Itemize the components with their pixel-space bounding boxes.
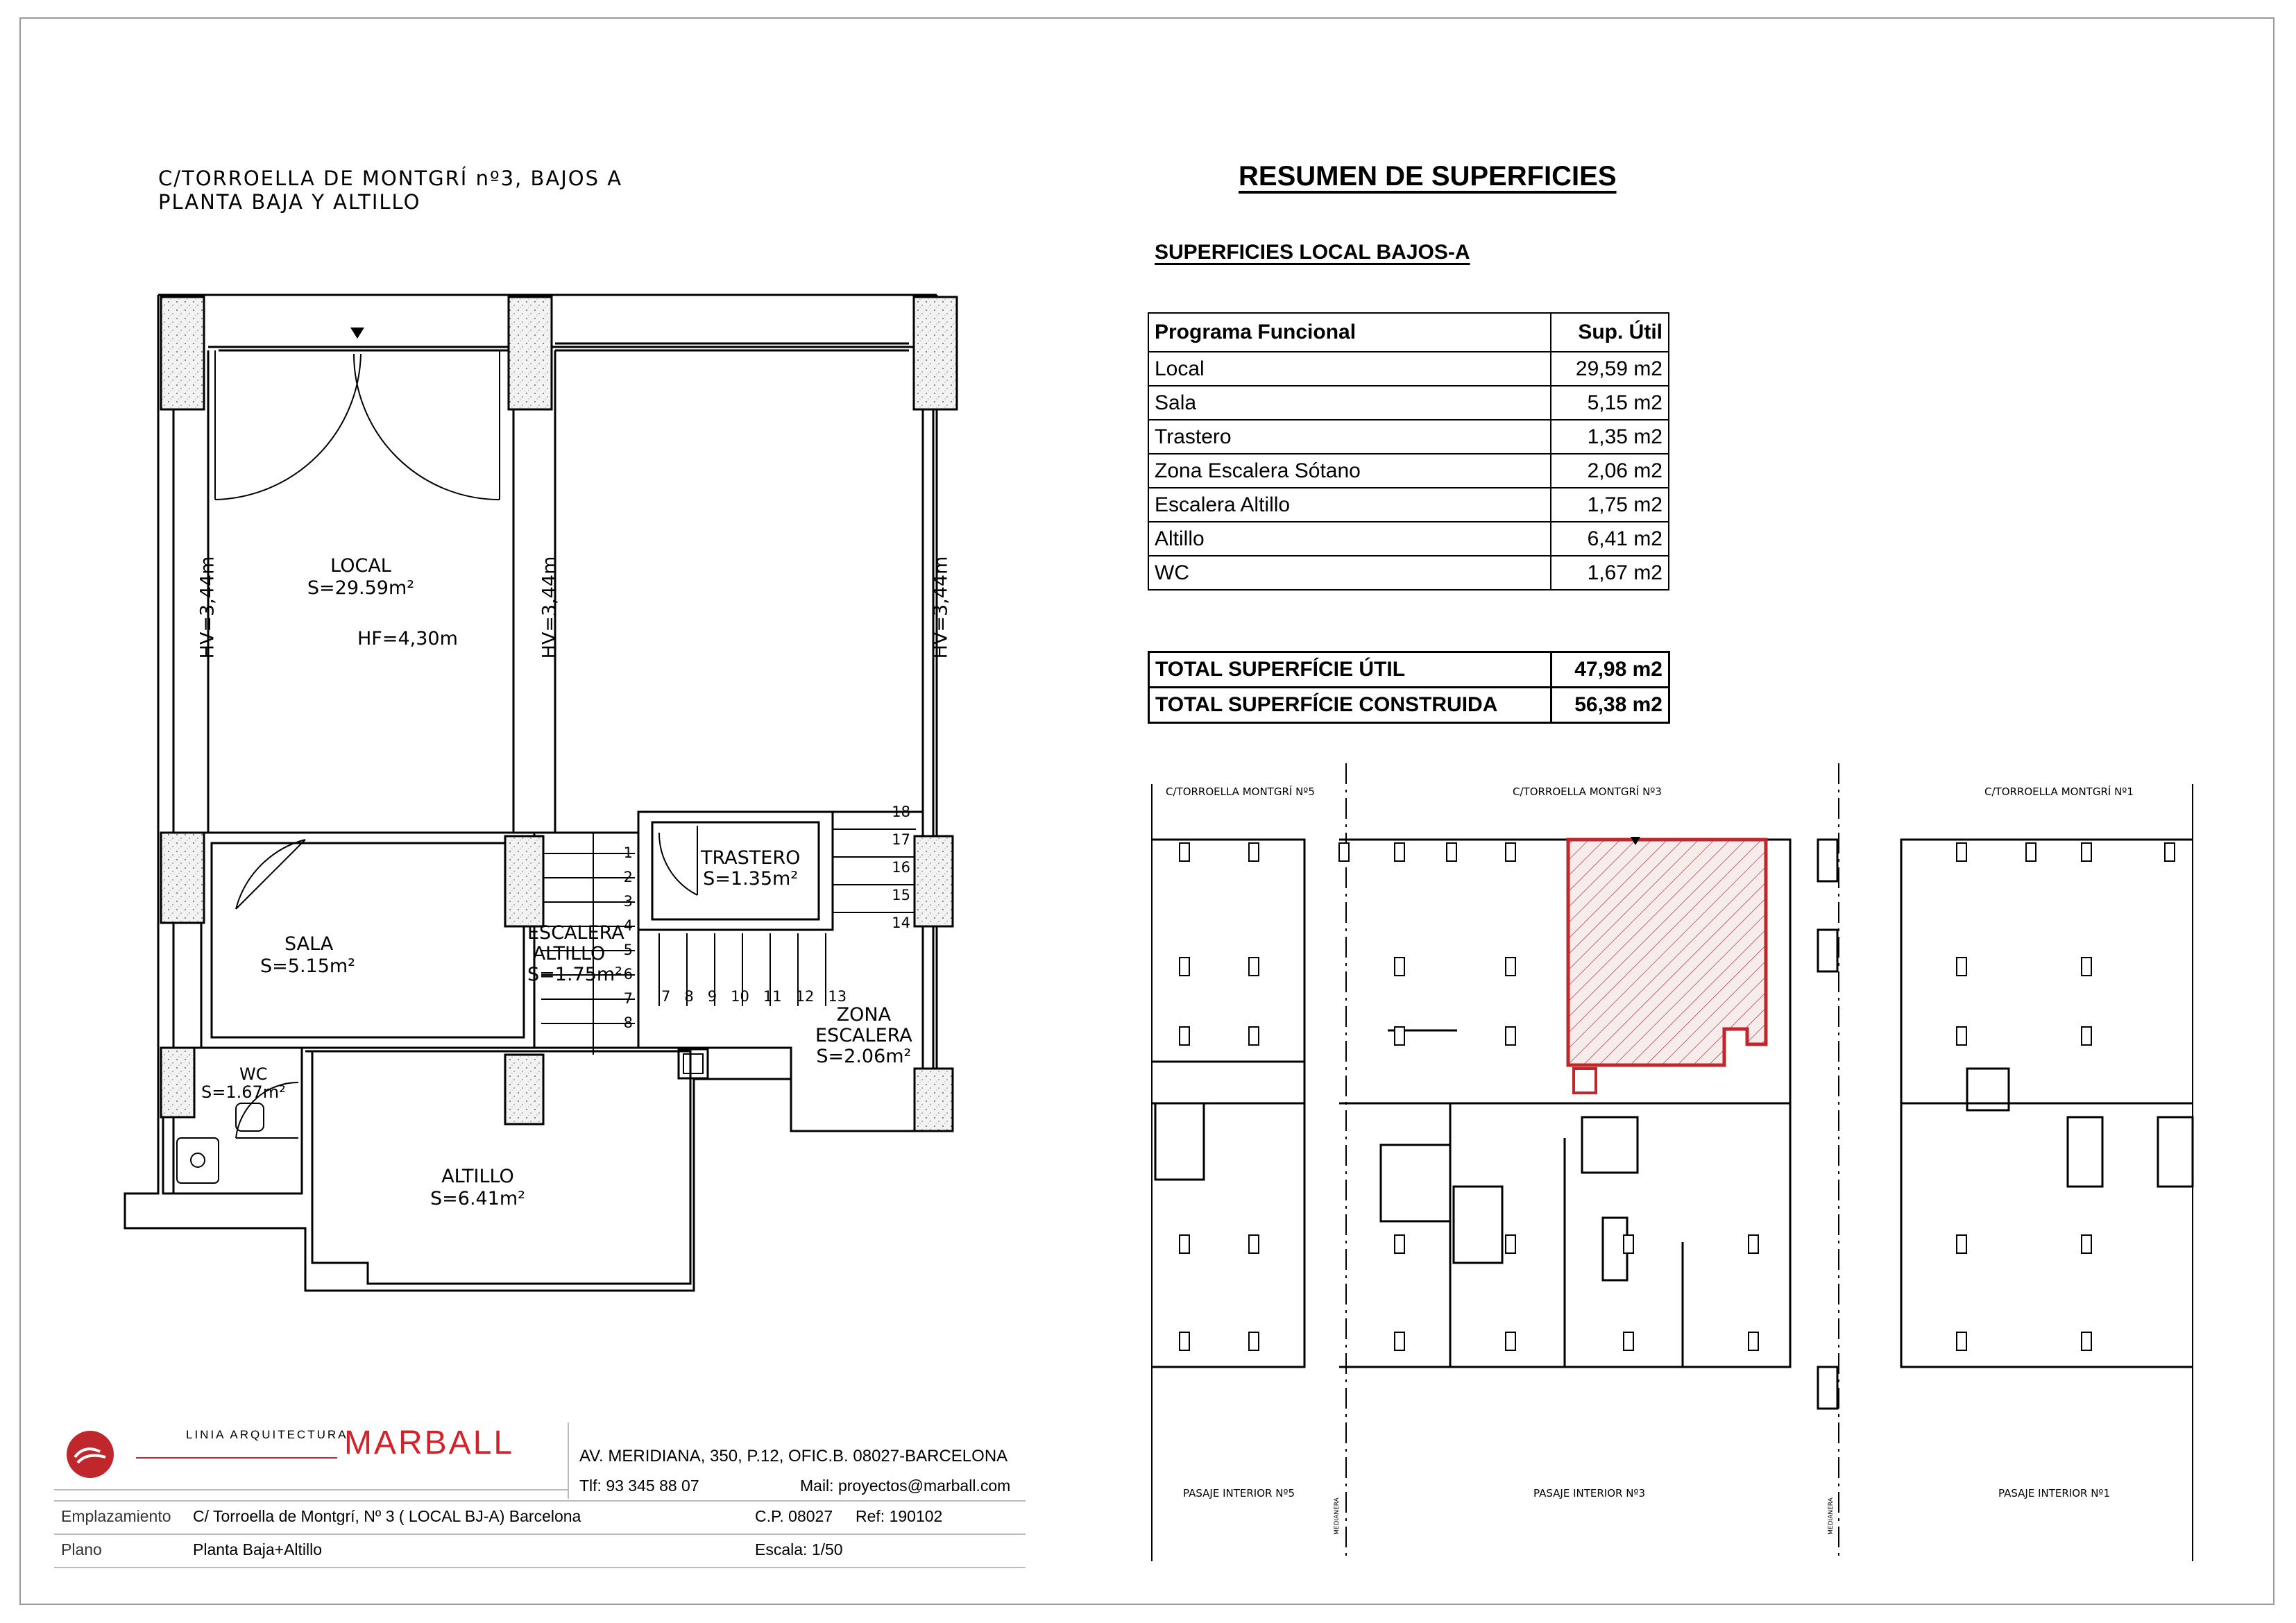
escalera-name2: ALTILLO (532, 943, 606, 965)
street-left: C/TORROELLA MONTGRÍ Nº5 (1166, 785, 1315, 798)
step-number: 13 (828, 988, 847, 1005)
total-util-row (1149, 652, 1669, 688)
step-number: 4 (623, 917, 633, 934)
row-area: 29,59 m2 (1551, 352, 1669, 386)
step-number: 1 (623, 844, 633, 861)
step-number: 18 (892, 804, 910, 820)
step-number: 17 (892, 831, 910, 848)
table-row (1148, 386, 1669, 420)
wc-name: WC (239, 1064, 268, 1084)
row-area: 5,15 m2 (1551, 386, 1669, 420)
medianera-right: MEDIANERA (1827, 1497, 1835, 1535)
escalera-area: S=1.75m² (527, 964, 623, 985)
emplazamiento-label: Emplazamiento (61, 1507, 171, 1525)
total-const-value: 56,38 m2 (1551, 688, 1669, 723)
step-number: 9 (707, 988, 717, 1005)
steps-row (661, 988, 847, 1005)
divider (54, 1567, 1026, 1568)
row-area: 2,06 m2 (1551, 454, 1669, 488)
step-number: 16 (892, 859, 910, 876)
plano-label: Plano (61, 1540, 102, 1558)
step-number: 14 (892, 915, 910, 931)
entrance-arrow-icon (350, 328, 364, 339)
firm-phone: Tlf: 93 345 88 07 (579, 1477, 699, 1495)
height-left: HV=3,44m (196, 556, 219, 659)
step-number: 7 (661, 988, 671, 1005)
altillo-name: ALTILLO (441, 1166, 514, 1187)
firm-name: MARBALL (344, 1425, 515, 1461)
step-number: 11 (763, 988, 782, 1005)
label-trastero (701, 848, 800, 890)
height-right: HV=3,44m (930, 556, 952, 659)
header-area: Sup. Útil (1551, 313, 1669, 352)
summary-subtitle: SUPERFICIES LOCAL BAJOS-A (1155, 241, 1470, 264)
step-number: 2 (623, 869, 633, 885)
step-number: 15 (892, 887, 910, 903)
reference: Ref: 190102 (856, 1507, 943, 1525)
row-name: Sala (1148, 386, 1551, 420)
medianera-left: MEDIANERA (1333, 1497, 1341, 1535)
table-row (1148, 488, 1669, 522)
total-util-value: 47,98 m2 (1551, 652, 1669, 688)
pasaje-center: PASAJE INTERIOR Nº3 (1533, 1487, 1646, 1499)
divider (54, 1533, 1026, 1535)
row-name: WC (1148, 556, 1551, 590)
label-wc (201, 1065, 286, 1101)
row-area: 1,67 m2 (1551, 556, 1669, 590)
local-area: S=29.59m² (307, 577, 415, 599)
row-name: Local (1148, 352, 1551, 386)
logo-rule (136, 1457, 337, 1459)
trastero-area: S=1.35m² (703, 868, 799, 890)
zona-area: S=2.06m² (816, 1046, 912, 1067)
scale: Escala: 1/50 (755, 1540, 843, 1558)
header-program: Programa Funcional (1148, 313, 1551, 352)
label-local (305, 555, 416, 600)
step-number: 10 (731, 988, 749, 1005)
height-center: HV=3,44m (538, 556, 561, 659)
firm-mail: Mail: proyectos@marball.com (800, 1477, 1011, 1495)
firm-subtitle: LINIA ARQUITECTURA (186, 1428, 348, 1441)
zona-name2: ESCALERA (815, 1025, 912, 1046)
total-const-row (1149, 688, 1669, 723)
plan-title-line2: PLANTA BAJA Y ALTILLO (158, 190, 421, 214)
step-number: 7 (623, 990, 633, 1007)
row-name: Zona Escalera Sótano (1148, 454, 1551, 488)
summary-title: RESUMEN DE SUPERFICIES (1239, 161, 1617, 192)
label-sala (246, 933, 356, 978)
label-altillo (430, 1166, 525, 1210)
table-header (1148, 313, 1669, 352)
altillo-area: S=6.41m² (430, 1188, 526, 1209)
zona-name1: ZONA (836, 1004, 892, 1026)
row-area: 1,35 m2 (1551, 420, 1669, 454)
step-number: 3 (623, 893, 633, 910)
divider (568, 1422, 569, 1499)
row-name: Altillo (1148, 522, 1551, 556)
street-center: C/TORROELLA MONTGRÍ Nº3 (1513, 785, 1662, 798)
table-row (1148, 352, 1669, 386)
table-row (1148, 522, 1669, 556)
surface-table (1148, 312, 1669, 590)
trastero-name: TRASTERO (701, 847, 801, 869)
table-row (1148, 420, 1669, 454)
label-escalera (527, 922, 624, 985)
steps-down (622, 841, 633, 1035)
steps-up (890, 798, 910, 937)
row-name: Escalera Altillo (1148, 488, 1551, 522)
local-name: LOCAL (330, 555, 391, 577)
step-number: 8 (623, 1014, 633, 1031)
site-plan (1138, 756, 2220, 1561)
row-area: 1,75 m2 (1551, 488, 1669, 522)
step-number: 5 (623, 942, 633, 958)
totals-table (1148, 651, 1670, 724)
sala-area: S=5.15m² (260, 955, 356, 977)
escalera-name1: ESCALERA (527, 922, 624, 944)
step-number: 6 (623, 966, 633, 983)
local-height: HF=4,30m (357, 628, 458, 649)
title-block (54, 1422, 1026, 1575)
row-area: 6,41 m2 (1551, 522, 1669, 556)
sala-name: SALA (284, 933, 334, 955)
pasaje-left: PASAJE INTERIOR Nº5 (1183, 1487, 1295, 1499)
row-name: Trastero (1148, 420, 1551, 454)
total-const-label: TOTAL SUPERFÍCIE CONSTRUIDA (1149, 688, 1551, 723)
pasaje-right: PASAJE INTERIOR Nº1 (1998, 1487, 2111, 1499)
floor-plan (0, 0, 1041, 1318)
postal-code: C.P. 08027 (755, 1507, 833, 1525)
table-row (1148, 556, 1669, 590)
table-row (1148, 454, 1669, 488)
emplazamiento-value: C/ Torroella de Montgrí, Nº 3 ( LOCAL BJ-A) Barcelona (193, 1507, 581, 1525)
divider (54, 1500, 1026, 1502)
step-number: 8 (684, 988, 694, 1005)
plano-value: Planta Baja+Altillo (193, 1540, 323, 1558)
plan-title-line1: C/TORROELLA DE MONTGRÍ nº3, BAJOS A (158, 167, 623, 190)
street-right: C/TORROELLA MONTGRÍ Nº1 (1984, 785, 2134, 798)
firm-address: AV. MERIDIANA, 350, P.12, OFIC.B. 08027-BARCELONA (579, 1447, 1008, 1465)
step-number: 12 (795, 988, 815, 1005)
total-util-label: TOTAL SUPERFÍCIE ÚTIL (1149, 652, 1551, 688)
label-zona-escalera (815, 1005, 912, 1067)
wc-area: S=1.67m² (201, 1082, 286, 1102)
